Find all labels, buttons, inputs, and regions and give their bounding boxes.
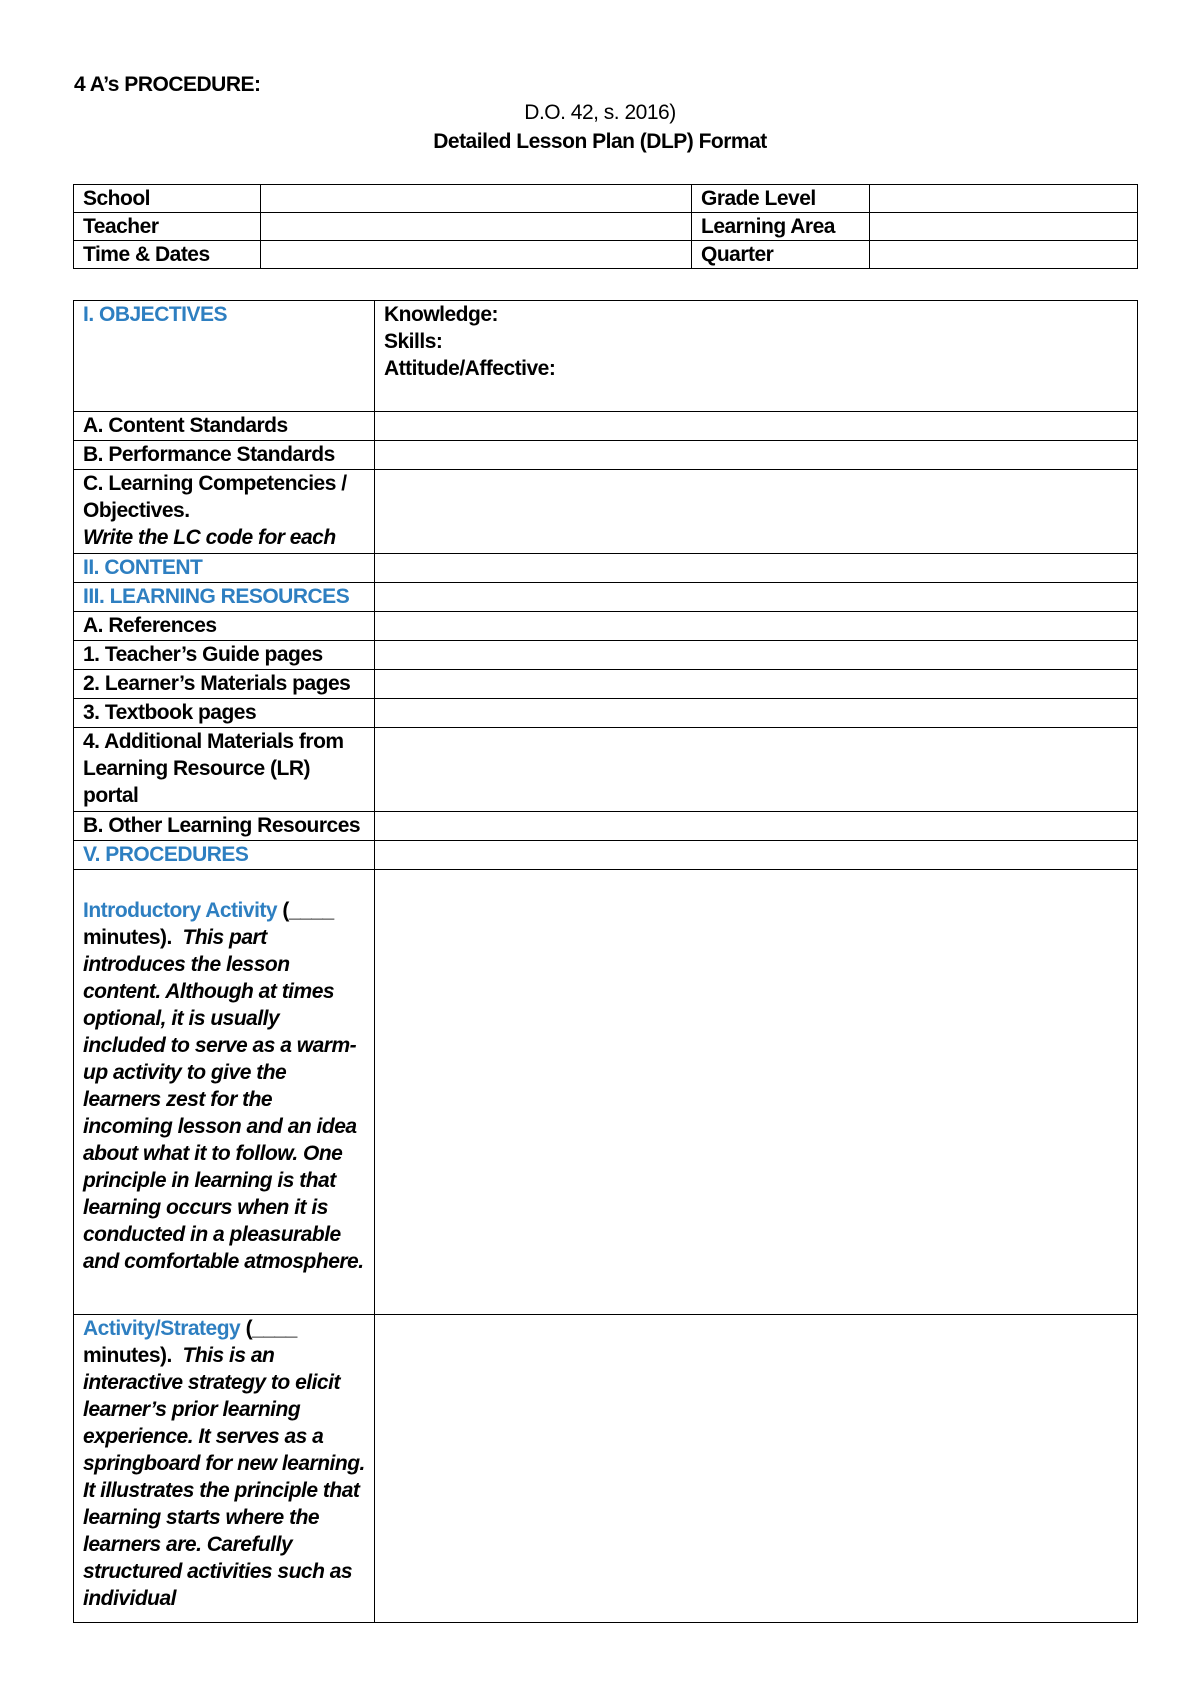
table-row — [74, 554, 1138, 583]
additional-label-line1: 4. Additional Materials from — [83, 730, 344, 753]
competencies-cell[interactable] — [375, 470, 1138, 554]
table-row — [74, 1315, 1138, 1623]
activity-strategy-cell — [74, 1315, 375, 1623]
other-resources-cell[interactable] — [375, 812, 1138, 841]
learners-materials-cell[interactable] — [375, 670, 1138, 699]
teachers-guide-label: 1. Teacher’s Guide pages — [74, 641, 375, 670]
table-row — [74, 641, 1138, 670]
time-dates-field[interactable] — [261, 241, 692, 269]
grade-level-label: Grade Level — [692, 185, 870, 213]
table-row — [74, 841, 1138, 870]
teacher-label: Teacher — [74, 213, 261, 241]
table-row — [74, 699, 1138, 728]
table-row — [74, 470, 1138, 554]
competencies-label-line2: Objectives. — [83, 499, 190, 522]
document-heading: 4 A’s PROCEDURE: — [74, 73, 261, 96]
minutes-blank: (____ — [277, 899, 334, 922]
spacer — [83, 870, 365, 897]
content-heading: II. CONTENT — [74, 554, 375, 583]
table-row — [74, 301, 1138, 412]
performance-standards-cell[interactable] — [375, 441, 1138, 470]
additional-label-line2: Learning Resource (LR) — [83, 757, 311, 780]
document-title: Detailed Lesson Plan (DLP) Format — [433, 130, 767, 153]
content-cell[interactable] — [375, 554, 1138, 583]
learning-area-label: Learning Area — [692, 213, 870, 241]
learning-area-field[interactable] — [870, 213, 1138, 241]
procedures-heading: V. PROCEDURES — [74, 841, 375, 870]
competencies-heading — [74, 470, 375, 554]
table-row — [74, 670, 1138, 699]
grade-level-field[interactable] — [870, 185, 1138, 213]
learning-resources-cell[interactable] — [375, 583, 1138, 612]
procedures-cell[interactable] — [375, 841, 1138, 870]
activity-strategy-description: This is an interactive strategy to elicit learner’s prior learning experience. It serves as a springboard for new learning. It illustrates the principle that learning starts where the learners are. Carefully structured activities such as individual — [83, 1344, 365, 1610]
objectives-label: I. OBJECTIVES — [83, 303, 228, 326]
learning-resources-heading: III. LEARNING RESOURCES — [74, 583, 375, 612]
introductory-activity-content[interactable] — [375, 870, 1138, 1315]
table-row — [74, 812, 1138, 841]
objectives-cell[interactable] — [375, 301, 1138, 412]
lesson-plan-table — [73, 300, 1138, 1623]
document-reference: D.O. 42, s. 2016) — [524, 101, 676, 124]
teacher-field[interactable] — [261, 213, 692, 241]
performance-standards-label: B. Performance Standards — [74, 441, 375, 470]
minutes-blank: (____ — [240, 1317, 297, 1340]
skills-label: Skills: — [384, 330, 443, 353]
info-row — [74, 213, 1138, 241]
content-standards-cell[interactable] — [375, 412, 1138, 441]
learners-materials-label: 2. Learner’s Materials pages — [74, 670, 375, 699]
teachers-guide-cell[interactable] — [375, 641, 1138, 670]
references-label: A. References — [74, 612, 375, 641]
activity-strategy-label: Activity/Strategy — [83, 1317, 241, 1340]
competencies-note: Write the LC code for each — [83, 526, 336, 549]
objectives-heading — [74, 301, 375, 412]
info-row — [74, 185, 1138, 213]
quarter-label: Quarter — [692, 241, 870, 269]
introductory-activity-description: This part introduces the lesson content. Although at times optional, it is usually included to serve as a warm-up activity to give the learners zest for the incoming lesson and an idea about what it to follow. One principle in learning is that learning occurs when it is conducted in a pleasurable and comfortable atmosphere. — [83, 926, 364, 1273]
time-dates-label: Time & Dates — [74, 241, 261, 269]
minutes-label: minutes). — [83, 1344, 172, 1367]
additional-label-line3: portal — [83, 784, 139, 807]
info-row — [74, 241, 1138, 269]
knowledge-label: Knowledge: — [384, 303, 498, 326]
additional-materials-cell[interactable] — [375, 728, 1138, 812]
textbook-label: 3. Textbook pages — [74, 699, 375, 728]
content-standards-label: A. Content Standards — [74, 412, 375, 441]
school-label: School — [74, 185, 261, 213]
references-cell[interactable] — [375, 612, 1138, 641]
additional-materials-heading — [74, 728, 375, 812]
table-row — [74, 441, 1138, 470]
info-table — [73, 184, 1138, 269]
table-row — [74, 412, 1138, 441]
quarter-field[interactable] — [870, 241, 1138, 269]
school-field[interactable] — [261, 185, 692, 213]
minutes-label: minutes). — [83, 926, 172, 949]
other-resources-label: B. Other Learning Resources — [74, 812, 375, 841]
table-row — [74, 870, 1138, 1315]
textbook-cell[interactable] — [375, 699, 1138, 728]
introductory-activity-cell — [74, 870, 375, 1315]
attitude-label: Attitude/Affective: — [384, 357, 556, 380]
table-row — [74, 583, 1138, 612]
activity-strategy-content[interactable] — [375, 1315, 1138, 1623]
table-row — [74, 728, 1138, 812]
table-row — [74, 612, 1138, 641]
introductory-activity-label: Introductory Activity — [83, 899, 278, 922]
competencies-label-line1: C. Learning Competencies / — [83, 472, 347, 495]
